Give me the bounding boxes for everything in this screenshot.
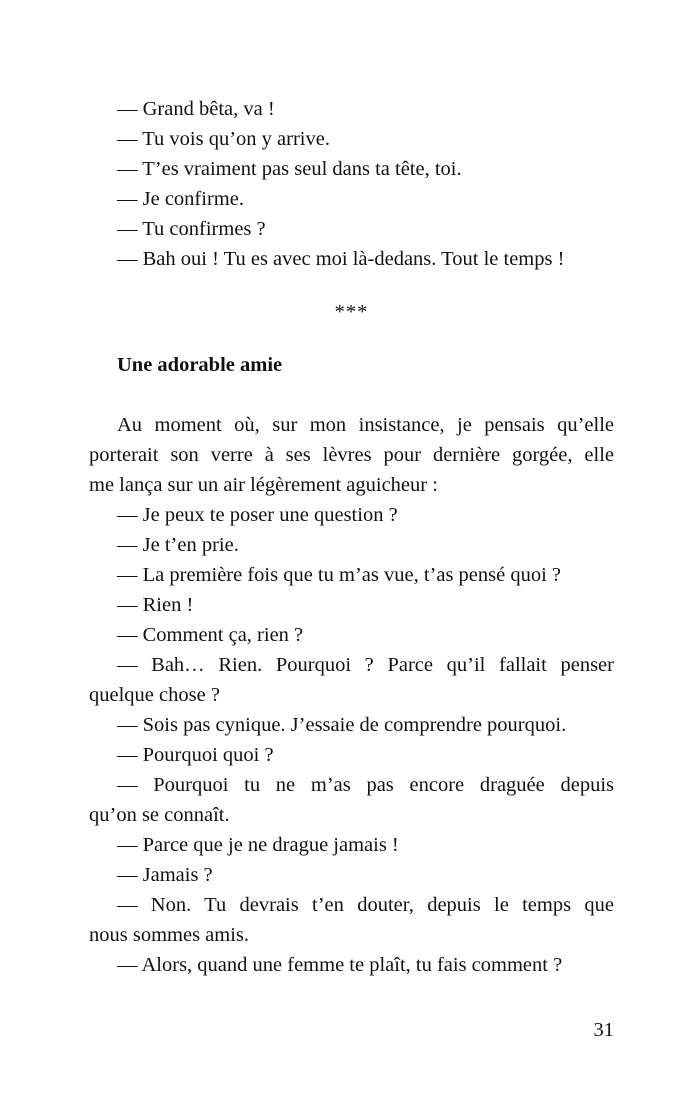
section-title: Une adorable amie: [117, 354, 283, 376]
dialogue-line: — Tu vois qu’on y arrive.: [117, 128, 330, 150]
dialogue-line: qu’on se connaît.: [89, 804, 230, 826]
dialogue-line: — La première fois que tu m’as vue, t’as pensé quoi ?: [117, 564, 562, 586]
dialogue-line: — Bah… Rien. Pourquoi ? Parce qu’il fallait penser: [117, 654, 614, 676]
dialogue-line: — Parce que je ne drague jamais !: [117, 834, 399, 856]
paragraph-line: Au moment où, sur mon insistance, je pensais qu’elle: [117, 414, 614, 436]
dialogue-line: — Tu confirmes ?: [117, 218, 266, 240]
page-number: 31: [593, 1019, 614, 1041]
section-separator: ***: [334, 301, 369, 323]
dialogue-line: — Bah oui ! Tu es avec moi là-dedans. Tout le temps !: [117, 248, 565, 270]
dialogue-line: — Non. Tu devrais t’en douter, depuis le temps que: [117, 894, 614, 916]
dialogue-line: — Grand bêta, va !: [117, 98, 275, 120]
paragraph-line: me lança sur un air légèrement aguicheur :: [89, 474, 438, 496]
dialogue-line: — T’es vraiment pas seul dans ta tête, toi.: [117, 158, 462, 180]
dialogue-line: — Alors, quand une femme te plaît, tu fais comment ?: [117, 954, 563, 976]
paragraph-line: porterait son verre à ses lèvres pour dernière gorgée, elle: [89, 444, 614, 466]
dialogue-line: — Pourquoi tu ne m’as pas encore draguée depuis: [117, 774, 614, 796]
dialogue-line: — Je peux te poser une question ?: [117, 504, 398, 526]
dialogue-line: — Comment ça, rien ?: [117, 624, 304, 646]
page-text: [89, 94, 614, 980]
dialogue-line: — Rien !: [117, 594, 194, 616]
dialogue-line: — Jamais ?: [117, 864, 213, 886]
dialogue-line: — Sois pas cynique. J’essaie de comprendre pourquoi.: [117, 714, 567, 736]
dialogue-line: quelque chose ?: [89, 684, 220, 706]
dialogue-line: nous sommes amis.: [89, 924, 250, 946]
dialogue-line: — Je confirme.: [117, 188, 244, 210]
blank-line: [89, 380, 614, 410]
dialogue-line: — Je t’en prie.: [117, 534, 239, 556]
dialogue-line: — Pourquoi quoi ?: [117, 744, 274, 766]
